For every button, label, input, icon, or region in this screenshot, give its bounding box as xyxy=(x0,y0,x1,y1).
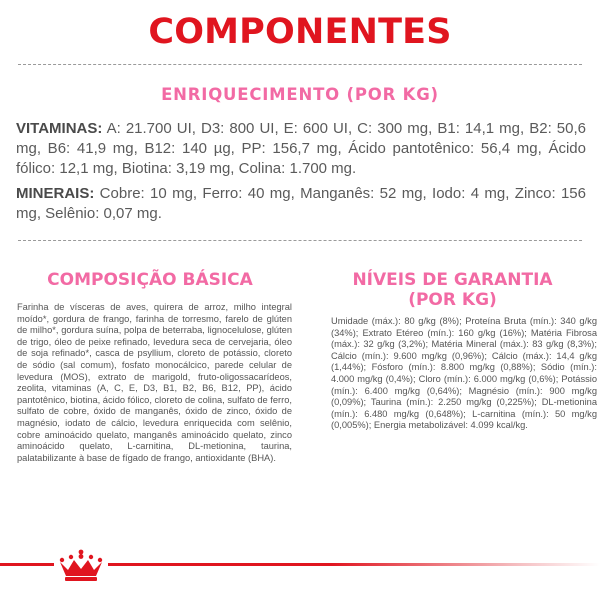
guarantee-text: Umidade (máx.): 80 g/kg (8%); Proteína Bruta (mín.): 340 g/kg (34%); Extrato Etéreo (mín.): 160 g/kg (16%); Matéria Fibrosa (máx.): 32 g/kg (3,2%); Matéria Mineral (máx.): 83 g/kg (8,3%); Cálcio (mín.): 9.600 mg/kg (0,96%); Cálcio (máx.): 14,4 g/kg (1,44%); Fósforo (mín.): 8.800 mg/kg (0,88%); Sódio (mín.): 4.000 mg/kg (0,4%); Cloro (mín.): 6.000 mg/kg (0,6%); Potássio (mín.): 6.400 mg/kg (0,64%); Magnésio (mín.): 900 mg/kg (0,09%); Taurina (mín.): 2.250 mg/kg (0,225%); DL-metionina (mín.): 6.480 mg/kg (0,648%); L-carnitina (mín.): 50 mg/kg (0,005%); Energia metabolizável: 4.099 kcal/kg. xyxy=(331,316,597,431)
minerals-paragraph xyxy=(16,184,586,224)
crown-logo-icon xyxy=(54,548,108,584)
top-divider xyxy=(18,64,582,65)
guarantee-title-line2: (POR KG) xyxy=(408,290,497,310)
enrichment-title: ENRIQUECIMENTO (POR KG) xyxy=(161,85,439,104)
vitamins-paragraph xyxy=(16,119,586,179)
page-title: COMPONENTES xyxy=(148,12,452,52)
vitamins-label: VITAMINAS: xyxy=(16,120,103,137)
composition-title: COMPOSIÇÃO BÁSICA xyxy=(47,270,253,290)
minerals-label: MINERAIS: xyxy=(16,185,95,202)
composition-text: Farinha de vísceras de aves, quirera de arroz, milho integral moído*, gordura de frango, farinha de torresmo, farelo de glúten de milho*, gordura suína, polpa de beterraba, lignocelulose, glúten de trigo, óleo de peixe refinado, levedura seca de cervejaria, óleo de soja refinado*, casca de psyllium, cloreto de potássio, cloreto de sódio (sal comum), fosfato monocálcico, parede celular de levedura (MOS), extrato de marigold, fruto-oligossacarídeos, zeolita, vitaminas (A, C, E, D3, B1, B2, B6, B12, PP), ácido pantotênico, biotina, ácido fólico, cloreto de colina, sulfato de ferro, sulfato de cobre, óxido de manganês, óxido de zinco, óxido de magnésio, iodato de cálcio, levedura enriquecida com selênio, cobre aminoácido quelato, manganês aminoácido quelato, zinco aminoácido quelato, L-carnitina, DL-metionina, taurina, palatabilizante à base de fígado de frango, antioxidante (BHA). xyxy=(17,302,292,463)
minerals-text: Cobre: 10 mg, Ferro: 40 mg, Manganês: 52 mg, Iodo: 4 mg, Zinco: 156 mg, Selênio: 0,07 mg. xyxy=(16,185,586,222)
guarantee-title xyxy=(310,270,595,310)
middle-divider xyxy=(18,240,582,241)
vitamins-text: A: 21.700 UI, D3: 800 UI, E: 600 UI, C: 300 mg, B1: 14,1 mg, B2: 50,6 mg, B6: 41,9 mg, B12: 140 µg, PP: 156,7 mg, Ácido pantotênico: 56,4 mg, Ácido fólico: 12,1 mg, Biotina: 3,19 mg, Colina: 1.700 mg. xyxy=(16,120,586,177)
guarantee-title-line1: NÍVEIS DE GARANTIA xyxy=(352,270,553,290)
